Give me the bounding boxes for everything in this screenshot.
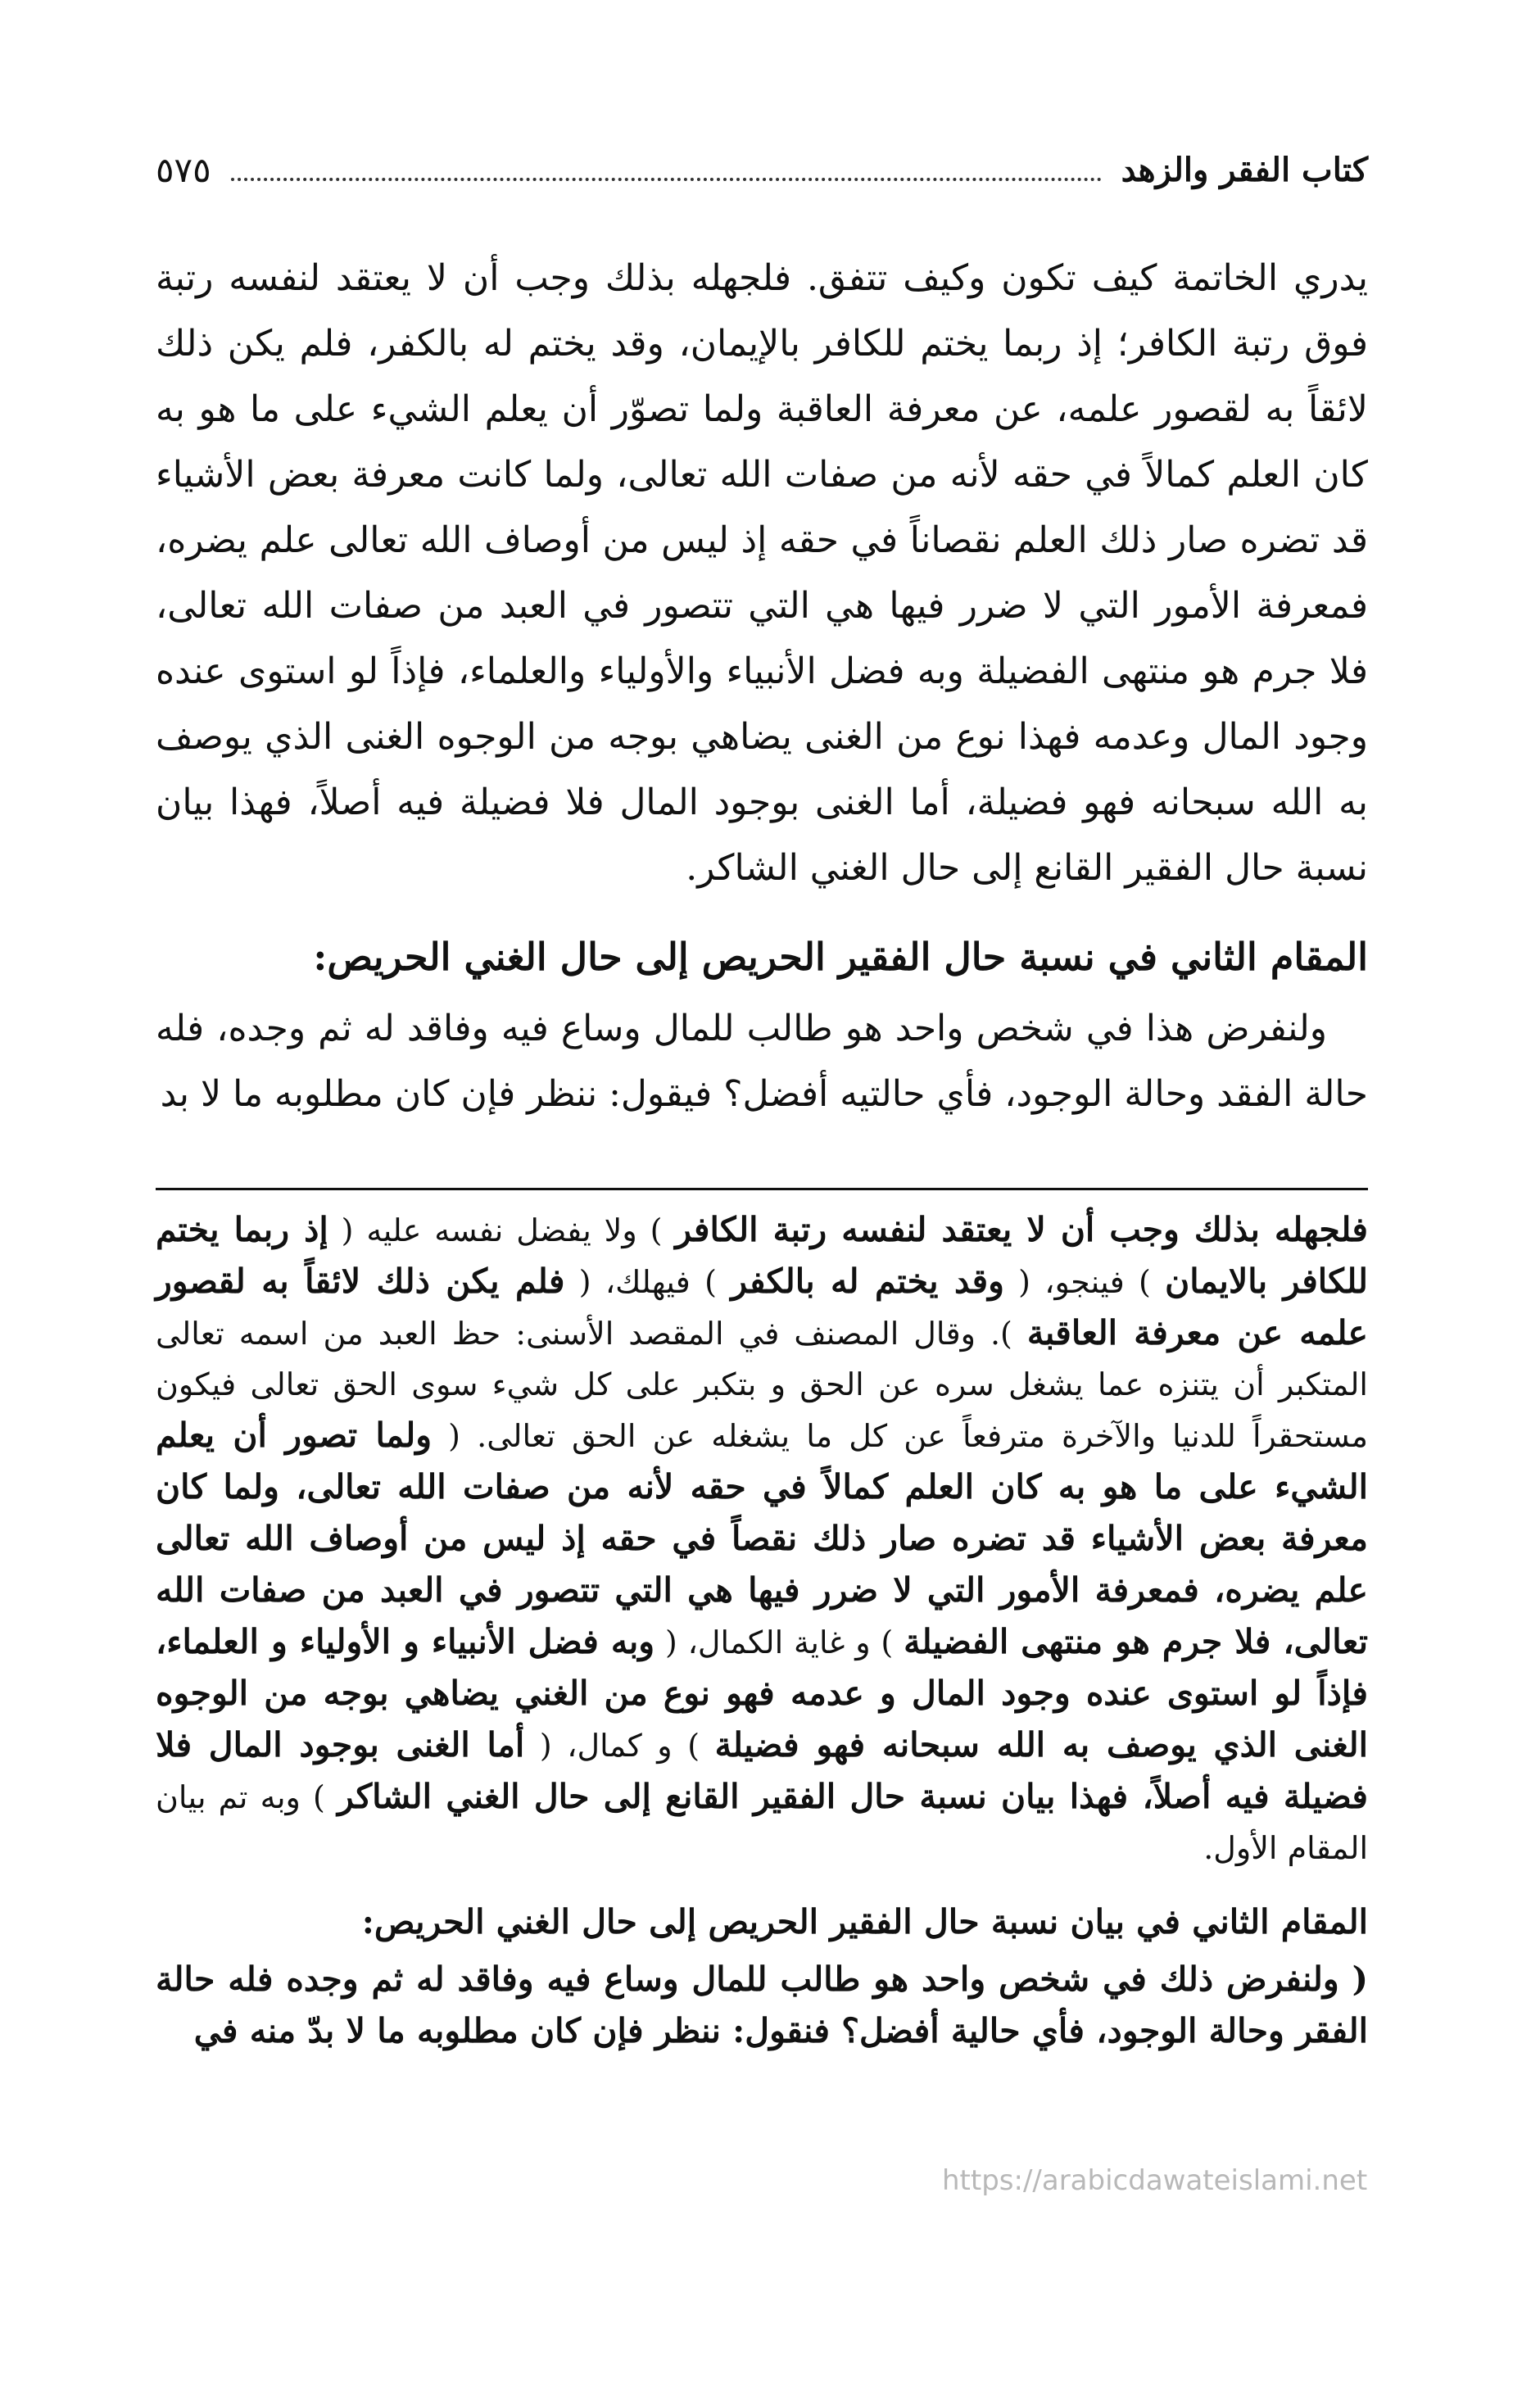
- commentary-paragraph-2: [156, 1954, 1368, 2057]
- running-header: [156, 141, 1368, 198]
- commentary-text: ) و غاية الكمال، (: [654, 1624, 904, 1660]
- commentary-text: ) و كمال، (: [524, 1728, 715, 1764]
- section-heading: المقام الثاني في نسبة حال الفقير الحريص إلى حال الغني الحريص:: [313, 935, 1368, 979]
- quoted-text: ولما تصور أن يعلم الشيء على ما هو به كان العلم كمالاً في حقه لأنه من صفات الله تعالى، ولما كان معرفة بعض الأشياء قد تضره صار ذلك نقصاً في حقه إذ ليس من أوصاف الله تعالى علم يضره، فمعرفة الأمور التي لا ضرر فيها هي التي تتصور في العبد من صفات الله تعالى، فلا جرم هو منتهى الفضيلة: [156, 1416, 1369, 1661]
- page-number: ٥٧٥: [156, 149, 211, 190]
- commentary-text: ) فيهلك، (: [564, 1264, 732, 1300]
- quoted-text: فلم يكن ذلك لائقاً به لقصور علمه عن معرفة العاقبة: [156, 1262, 1368, 1352]
- quoted-text: ( ولنفرض ذلك في شخص واحد هو طالب للمال وساع فيه وفاقد له ثم وجده فله حالة الفقر وحالة الوجود، فأي حالية أفضل؟ فنقول: ننظر فإن كان مطلوبه ما لا بدّ منه في: [156, 1959, 1368, 2050]
- book-title: كتاب الفقر والزهد: [1121, 150, 1368, 189]
- footnote-divider: [156, 1188, 1368, 1190]
- book-page: [156, 0, 1368, 2383]
- quoted-text: فلجهله بذلك وجب أن لا يعتقد لنفسه رتبة الكافر: [675, 1210, 1369, 1249]
- commentary-text: ) وبه تم بيان المقام الأول.: [156, 1779, 1368, 1866]
- main-text: [156, 246, 1368, 1127]
- commentary-text: ) ولا يفضل نفسه عليه (: [328, 1212, 676, 1248]
- commentary-text: ). وقال المصنف في المقصد الأسنى: حظ العبد من اسمه تعالى المتكبر أن يتنزه عما يشغل سره عن الحق و بتكبر على كل شيء سوى الحق تعالى فيكون مستحقراً للدنيا والآخرة مترفعاً عن كل ما يشغله عن الحق تعالى. (: [156, 1316, 1368, 1454]
- quoted-text: وقد يختم له بالكفر: [731, 1262, 1004, 1301]
- quoted-text: وبه فضل الأنبياء و الأولياء و العلماء، فإذاً لو استوى عنده وجود المال و عدمه فهو نوع من الغني يضاهي بوجه من الوجوه الغنى الذي يوصف به الله سبحانه فهو فضيلة: [156, 1622, 1368, 1765]
- commentary-paragraph-1: [156, 1204, 1368, 1873]
- quoted-text: إذ ربما يختم للكافر بالايمان: [156, 1210, 1369, 1301]
- main-paragraph-1: يدري الخاتمة كيف تكون وكيف تتفق. فلجهله بذلك وجب أن لا يعتقد لنفسه رتبة فوق رتبة الكافر؛ إذ ربما يختم للكافر بالإيمان، وقد يختم له بالكفر، فلم يكن ذلك لائقاً به لقصور علمه، عن معرفة العاقبة ولما تصوّر أن يعلم الشيء على ما هو به كان العلم كمالاً في حقه لأنه من صفات الله تعالى، ولما كانت معرفة بعض الأشياء قد تضره صار ذلك العلم نقصاناً في حقه إذ ليس من أوصاف الله تعالى علم يضره، فمعرفة الأمور التي لا ضرر فيها هي التي تتصور في العبد من صفات الله تعالى، فلا جرم هو منتهى الفضيلة وبه فضل الأنبياء والأولياء والعلماء، فإذاً لو استوى عنده وجود المال وعدمه فهذا نوع من الغنى يضاهي بوجه من الوجوه الغنى الذي يوصف به الله سبحانه فهو فضيلة، أما الغنى بوجود المال فلا فضيلة فيه أصلاً، فهذا بيان نسبة حال الفقير القانع إلى حال الغني الشاكر.: [156, 257, 1368, 889]
- commentary-heading: المقام الثاني في بيان نسبة حال الفقير الحريص إلى حال الغني الحريص:: [361, 1902, 1368, 1941]
- dotted-leader: [231, 178, 1102, 181]
- commentary-text: ) فينجو، (: [1003, 1264, 1166, 1300]
- watermark: https://arabicdawateislami.net: [942, 2164, 1368, 2197]
- quoted-text: أما الغنى بوجود المال فلا فضيلة فيه أصلاً، فهذا بيان نسبة حال الفقير القانع إلى حال الغني الشاكر: [156, 1725, 1369, 1816]
- main-paragraph-2: ولنفرض هذا في شخص واحد هو طالب للمال وساع فيه وفاقد له ثم وجده، فله حالة الفقد وحالة الوجود، فأي حالتيه أفضل؟ فيقول: ننظر فإن كان مطلوبه ما لا بد: [156, 1008, 1368, 1115]
- commentary: [156, 1204, 1368, 2057]
